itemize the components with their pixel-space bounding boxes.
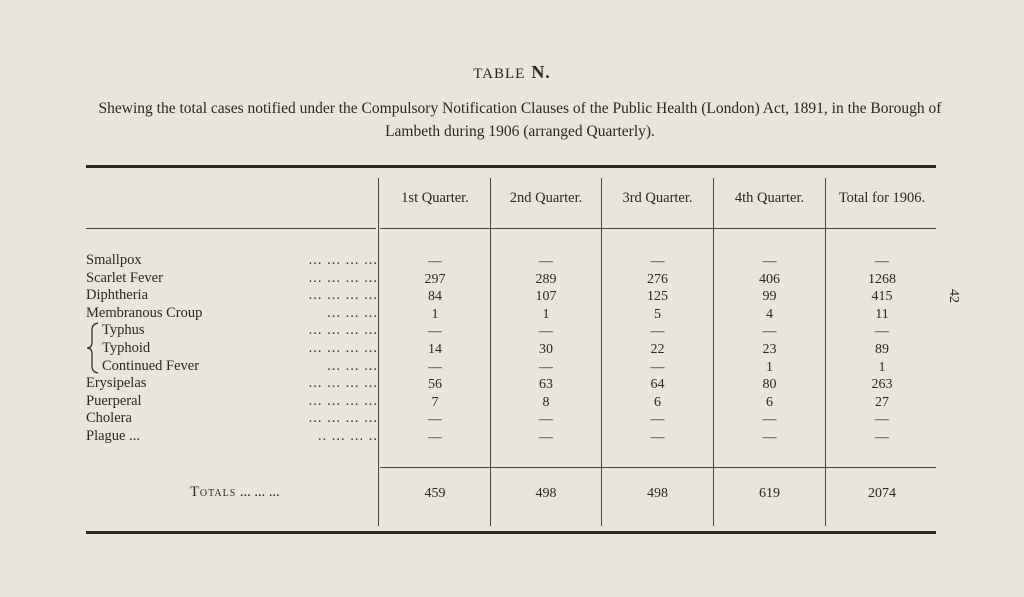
row-label: [86, 393, 378, 411]
totals-q4: 619: [759, 486, 780, 501]
table-title: [0, 62, 1024, 83]
column-header-q3: 3rd Quarter.: [622, 190, 693, 206]
cell-total: —: [875, 254, 889, 269]
cell-q1: 7: [431, 394, 439, 410]
cell-q2: 289: [535, 271, 557, 287]
row-label-text: Membranous Croup: [86, 304, 203, 321]
cell-q1: 84: [428, 289, 442, 305]
cell-q2: —: [539, 359, 553, 375]
cell-q4: 99: [762, 289, 777, 305]
row-label: [86, 252, 378, 270]
totals-total: 2074: [868, 486, 896, 501]
column-divider-1: [378, 178, 379, 526]
row-label-text: Plague ...: [86, 428, 140, 444]
cell-q1: 14: [428, 342, 442, 357]
cell-q2: —: [539, 254, 553, 269]
cell-q3: 276: [647, 271, 668, 287]
cell-q1: 1: [431, 306, 439, 322]
totals-q1: 459: [424, 486, 446, 501]
cell-q2: 107: [535, 289, 557, 305]
row-label: [86, 358, 378, 376]
row-leader-dots: ... ... ... ...: [308, 375, 378, 392]
cell-q2: 63: [539, 377, 553, 393]
cell-q3: —: [650, 324, 665, 340]
row-label: [86, 322, 378, 340]
totals-rule: [380, 467, 936, 468]
cell-q1: 297: [424, 271, 446, 287]
cell-total: 89: [875, 342, 889, 357]
cell-total: 415: [871, 289, 893, 305]
row-label: [86, 270, 378, 288]
cell-q1: —: [428, 430, 442, 445]
cell-q1: —: [428, 254, 442, 269]
cell-q4: 1: [766, 359, 773, 375]
cell-q3: 125: [647, 289, 668, 305]
row-leader-dots: .. ... ... ..: [317, 428, 378, 444]
cell-q4: —: [762, 412, 777, 428]
page-number: 42: [946, 289, 961, 303]
row-label: [86, 375, 378, 393]
row-leader-dots: ... ... ... ...: [308, 252, 378, 268]
row-label: [86, 305, 378, 323]
row-leader-dots: ... ... ...: [327, 304, 378, 321]
row-leader-dots: ... ... ... ...: [308, 340, 378, 356]
cell-total: 1268: [868, 271, 896, 287]
cell-total: —: [875, 430, 889, 445]
cell-q1: —: [428, 412, 442, 428]
row-label: [86, 428, 378, 446]
row-leader-dots: ... ... ...: [327, 357, 378, 374]
cell-total: 1: [878, 359, 886, 375]
cell-q3: —: [650, 254, 665, 269]
row-label-text: Typhus: [102, 322, 145, 339]
column-header-q2: 2nd Quarter.: [509, 190, 583, 206]
cell-q2: 1: [542, 306, 550, 322]
cell-q3: —: [650, 412, 665, 428]
table-title-letter: N.: [531, 62, 551, 82]
row-leader-dots: ... ... ... ...: [308, 410, 378, 427]
row-label: [86, 287, 378, 305]
cell-total: —: [875, 412, 889, 428]
totals-label-text: Totals: [190, 484, 237, 500]
cell-q2: —: [539, 412, 553, 428]
cell-q4: 23: [762, 342, 777, 357]
row-label: [86, 410, 378, 428]
column-header-q4: 4th Quarter.: [734, 190, 805, 206]
cell-q3: 64: [650, 377, 665, 393]
totals-q3: 498: [647, 486, 668, 501]
cell-total: 11: [875, 306, 889, 322]
cell-q3: —: [650, 430, 665, 445]
cell-q3: —: [650, 359, 665, 375]
cell-total: 263: [871, 377, 893, 393]
row-label-text: Puerperal: [86, 392, 142, 409]
row-leader-dots: ... ... ... ...: [308, 287, 378, 304]
cell-q1: —: [428, 359, 442, 375]
top-rule: [86, 165, 936, 168]
bottom-rule: [86, 531, 936, 534]
cell-q4: 80: [762, 377, 777, 393]
cell-q2: —: [539, 324, 553, 340]
row-label-text: Diphtheria: [86, 287, 149, 304]
cell-q4: 406: [759, 271, 780, 287]
row-label: [86, 340, 378, 358]
header-rule-values: [380, 228, 936, 229]
cell-q2: —: [539, 430, 553, 445]
header-rule-label: [86, 228, 376, 229]
totals-label: [190, 484, 380, 501]
table-title-prefix: TABLE: [473, 66, 526, 82]
row-label-text: Typhoid: [102, 340, 151, 356]
row-label-text: Cholera: [86, 410, 132, 427]
row-label-text: Erysipelas: [86, 375, 147, 392]
totals-q2: 498: [535, 486, 557, 501]
row-leader-dots: ... ... ... ...: [308, 392, 378, 409]
totals-leader-dots: ... ... ...: [239, 484, 280, 500]
column-header-q1: 1st Quarter.: [401, 190, 469, 206]
row-leader-dots: ... ... ... ...: [308, 269, 378, 286]
row-leader-dots: ... ... ... ...: [308, 322, 378, 339]
cell-q3: 6: [654, 394, 661, 410]
cell-q4: 6: [766, 394, 773, 410]
column-header-total: Total for 1906.: [838, 190, 926, 206]
row-label-text: Scarlet Fever: [86, 269, 163, 286]
cell-q4: —: [762, 254, 777, 269]
cell-q3: 5: [654, 306, 661, 322]
row-label-text: Continued Fever: [102, 357, 200, 374]
row-label-text: Smallpox: [86, 252, 142, 268]
cell-q1: 56: [428, 377, 442, 393]
cell-q1: —: [428, 324, 442, 340]
cell-total: —: [875, 324, 889, 340]
cell-q4: —: [762, 324, 777, 340]
cell-total: 27: [875, 394, 889, 410]
table-subtitle: Shewing the total cases notified under the Compulsory Notification Clauses of the Public Health (London) Act, 1891, in the Borough of Lambeth during 1906 (arranged Quarterly).: [98, 100, 942, 140]
cell-q2: 30: [539, 342, 553, 357]
cell-q2: 8: [542, 394, 550, 410]
cell-q4: 4: [766, 306, 773, 322]
cell-q4: —: [762, 430, 777, 445]
cell-q3: 22: [650, 342, 665, 357]
